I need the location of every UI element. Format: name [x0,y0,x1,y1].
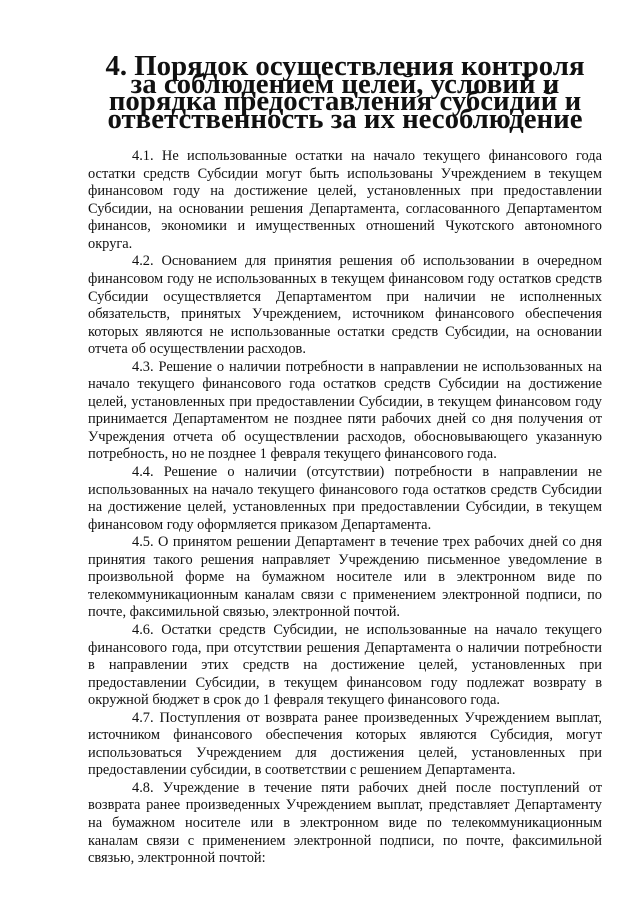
paragraph-4-5: 4.5. О принятом решении Департамент в течение трех рабочих дней со дня принятия такого решения направляет Учреждению письменное уведомление в произвольной форме на бумажном носителе или в электронном виде по телекоммуникационным каналам связи с применением электронной подписи, по почте, факсимильной связью, электронной почтой. [88,534,602,621]
paragraph-4-6: 4.6. Остатки средств Субсидии, не использованные на начало текущего финансового года, при отсутствии решения Департамента о наличии потребности в направлении этих средств на достижение целей, установленных при предоставлении Субсидии, в текущем финансовом году подлежат возврату в окружной бюджет в срок до 1 февраля текущего финансового года. [88,621,602,709]
paragraph-4-8: 4.8. Учреждение в течение пяти рабочих дней после поступлений от возврата ранее произведенных Учреждением выплат, представляет Департаменту на бумажном носителе или в электронном виде по телекоммуникационным каналам связи с применением электронной подписи, по почте, факсимильной связью, электронной почтой: [88,779,602,867]
paragraph-4-7: 4.7. Поступления от возврата ранее произведенных Учреждением выплат, источником финансового обеспечения которых являются Субсидия, могут использоваться Учреждением для достижения целей, установленных при предоставлении субсидии, в соответствии с решением Департамента. [88,709,602,779]
paragraph-4-3: 4.3. Решение о наличии потребности в направлении не использованных на начало текущего финансового года остатков средств Субсидии на достижение целей, установленных при предоставлении Субсидии, в текущем финансовом году принимается Департаментом не позднее пяти рабочих дней со дня получения от Учреждения отчета об осуществлении расходов, обосновывающего указанную потребность, но не позднее 1 февраля текущего финансового года. [88,358,602,463]
document-page [88,50,602,868]
paragraph-4-1: 4.1. Не использованные остатки на начало текущего финансового года остатки средств Субсидии могут быть использованы Учреждением в текущем финансовом году на достижение целей, установленных при предоставлении Субсидии, на основании решения Департамента, согласованного Департаментом финансов, экономики и имущественных отношений Чукотского автономного округа. [88,148,602,252]
paragraph-4-4: 4.4. Решение о наличии (отсутствии) потребности в направлении не использованных на начало текущего финансового года остатков средств Субсидии на достижение целей, установленных при предоставлении Субсидии, в текущем финансовом году оформляется приказом Департамента. [88,464,602,533]
paragraph-4-2: 4.2. Основанием для принятия решения об использовании в очередном финансовом году не использованных в текущем финансовом году остатков средств Субсидии осуществляется Департаментом при наличии не исполненных обязательств, принятых Учреждением, источником финансового обеспечения которых являются не использованные остатки средств Субсидии, на основании отчета об осуществлении расходов. [88,253,602,358]
section-heading: 4. Порядок осуществления контроля за соблюдением целей, условий и порядка предоставления субсидий и ответственность за их несоблюдение [105,50,585,135]
